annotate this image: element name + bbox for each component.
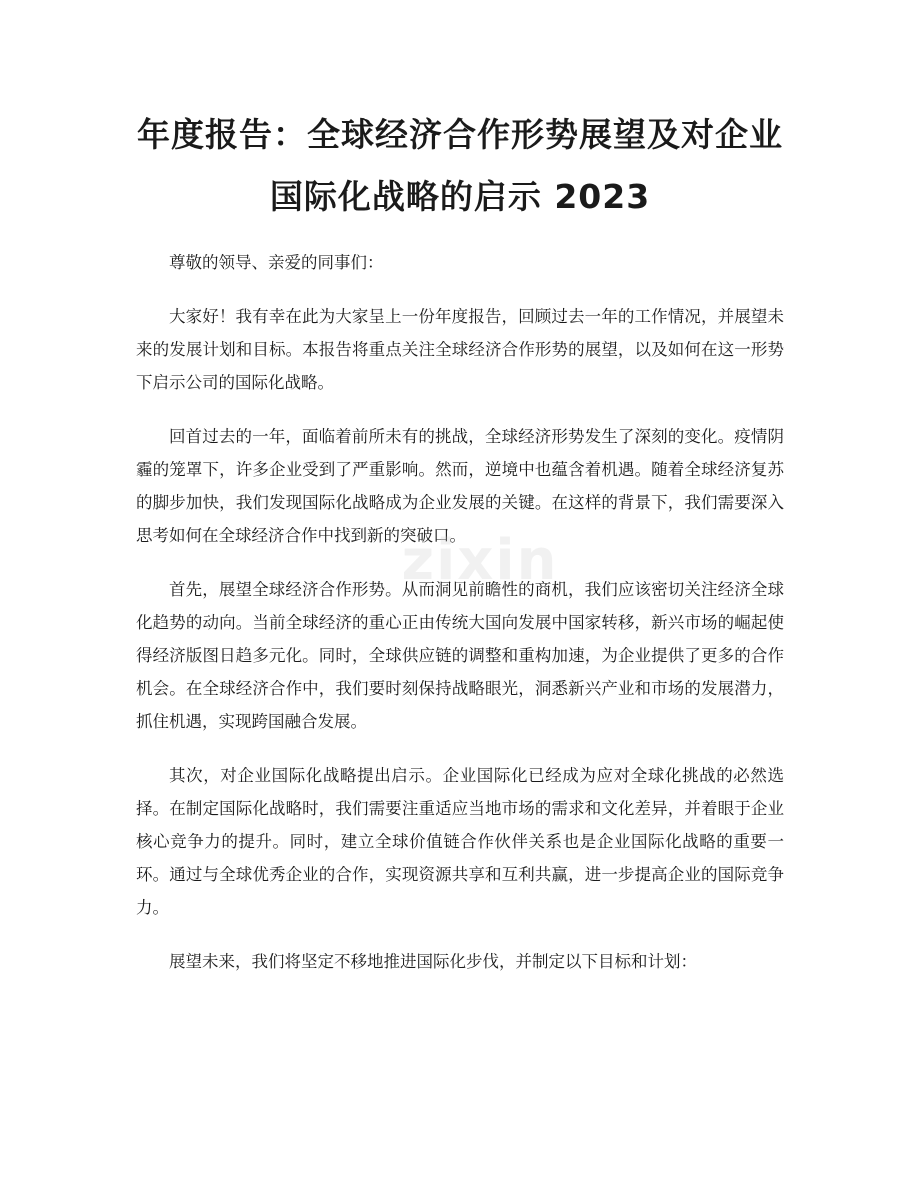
outlook-paragraph: 首先，展望全球经济合作形势。从而洞见前瞻性的商机，我们应该密切关注经济全球化趋势的动向。当前全球经济的重心正由传统大国向发展中国家转移，新兴市场的崛起使得经济版图日趋多元化。同时，全球供应链的调整和重构加速，为企业提供了更多的合作机会。在全球经济合作中，我们要时刻保持战略眼光，洞悉新兴产业和市场的发展潜力，抓住机遇，实现跨国融合发展。 (136, 580, 784, 731)
strategy-paragraph: 其次，对企业国际化战略提出启示。企业国际化已经成为应对全球化挑战的必然选择。在制定国际化战略时，我们需要注重适应当地市场的需求和文化差异，并着眼于企业核心竞争力的提升。同时，建立全球价值链合作伙伴关系也是企业国际化战略的重要一环。通过与全球优秀企业的合作，实现资源共享和互利共赢，进一步提高企业的国际竞争力。 (136, 766, 784, 917)
document-body (136, 246, 784, 999)
title-line-1: 年度报告：全球经济合作形势展望及对企业 (137, 115, 783, 154)
intro-paragraph: 大家好！我有幸在此为大家呈上一份年度报告，回顾过去一年的工作情况，并展望未来的发展计划和目标。本报告将重点关注全球经济合作形势的展望，以及如何在这一形势下启示公司的国际化战略。 (136, 307, 784, 392)
title-line-2: 国际化战略的启示 2023 (269, 177, 651, 216)
salutation-paragraph: 尊敬的领导、亲爱的同事们： (169, 253, 384, 272)
watermark: zixin (401, 528, 559, 593)
document-title (100, 104, 820, 228)
review-paragraph: 回首过去的一年，面临着前所未有的挑战，全球经济形势发生了深刻的变化。疫情阴霾的笼罩下，许多企业受到了严重影响。然而，逆境中也蕴含着机遇。随着全球经济复苏的脚步加快，我们发现国际化战略成为企业发展的关键。在这样的背景下，我们需要深入思考如何在全球经济合作中找到新的突破口。 (136, 427, 784, 545)
future-paragraph: 展望未来，我们将坚定不移地推进国际化步伐，并制定以下目标和计划： (169, 952, 697, 971)
